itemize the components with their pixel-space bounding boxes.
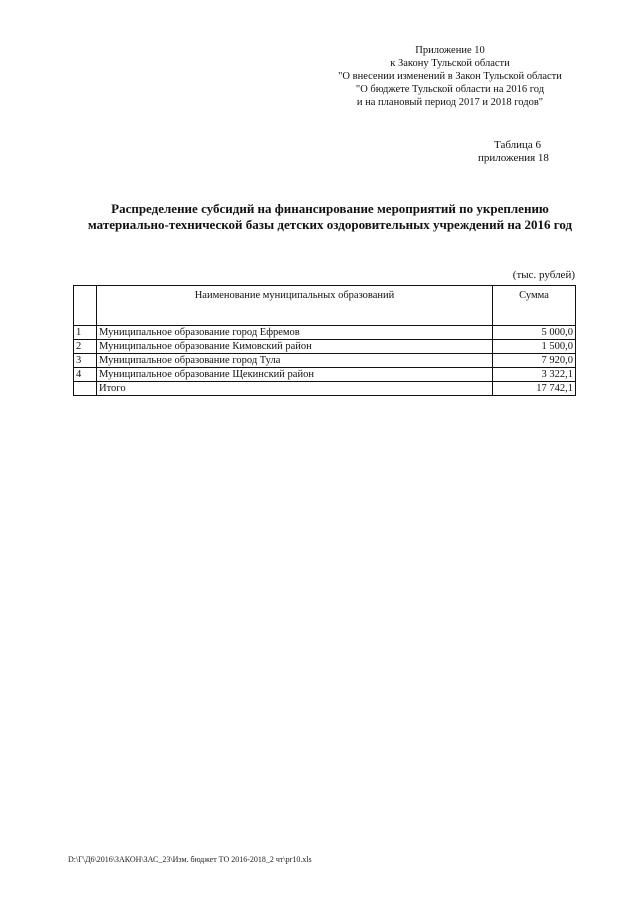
row-number: 4	[74, 368, 97, 382]
row-sum: 1 500,0	[493, 340, 576, 354]
table-row	[74, 340, 576, 354]
row-number: 2	[74, 340, 97, 354]
subsidy-table	[73, 285, 576, 396]
title-line: Распределение субсидий на финансирование мероприятий по укреплению	[111, 201, 549, 216]
appendix-line: "О внесении изменений в Закон Тульской области	[338, 71, 562, 82]
title-line: материально-технической базы детских оздоровительных учреждений на 2016 год	[87, 217, 573, 232]
total-sum: 17 742,1	[493, 382, 576, 396]
row-sum: 5 000,0	[493, 326, 576, 340]
row-name: Муниципальное образование город Тула	[97, 354, 493, 368]
table-row	[74, 326, 576, 340]
row-sum: 7 920,0	[493, 354, 576, 368]
file-path-footer: D:\Г\Д6\2016\ЗАКОН\ЗАС_23\Изм. бюджет ТО 2016-2018_2 чт\pr10.xls	[68, 855, 312, 864]
units-label: (тыс. рублей)	[512, 269, 575, 281]
document-title	[60, 201, 600, 233]
header-sum: Сумма	[493, 286, 576, 326]
table-number: Таблица 6	[494, 139, 542, 151]
row-number: 1	[74, 326, 97, 340]
row-number: 3	[74, 354, 97, 368]
appendix-line: "О бюджете Тульской области на 2016 год	[355, 84, 545, 95]
total-label: Итого	[97, 382, 493, 396]
appendix-header	[300, 44, 600, 109]
row-sum: 3 322,1	[493, 368, 576, 382]
header-name: Наименование муниципальных образований	[97, 286, 493, 326]
table-row	[74, 354, 576, 368]
appendix-line: к Закону Тульской области	[390, 58, 510, 69]
table-total-row	[74, 382, 576, 396]
row-name: Муниципальное образование Щекинский район	[97, 368, 493, 382]
appendix-line: Приложение 10	[415, 45, 485, 56]
total-number	[74, 382, 97, 396]
table-reference	[478, 139, 578, 165]
header-number	[74, 286, 97, 326]
row-name: Муниципальное образование город Ефремов	[97, 326, 493, 340]
appendix-line: и на плановый период 2017 и 2018 годов"	[356, 97, 544, 108]
table-row	[74, 368, 576, 382]
row-name: Муниципальное образование Кимовский район	[97, 340, 493, 354]
appendix-reference: приложения 18	[478, 152, 549, 164]
table-header-row	[74, 286, 576, 326]
